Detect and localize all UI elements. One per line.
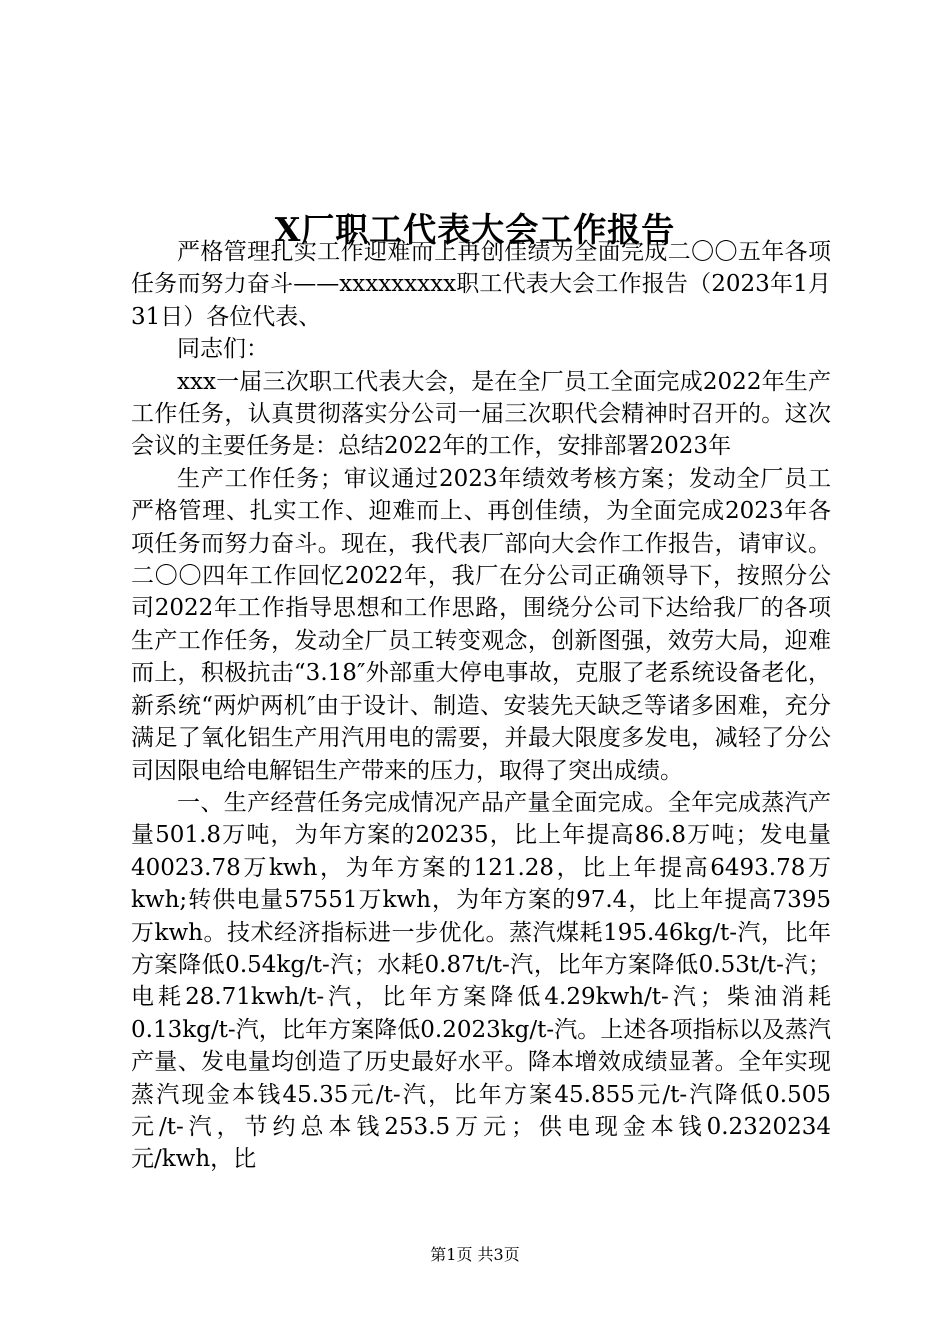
page-number-footer: 第1页 共3页 <box>430 1245 520 1264</box>
paragraph-work-review: 生产工作任务；审议通过2023年绩效考核方案；发动全厂员工严格管理、扎实工作、迎难而上、再创佳绩，为全面完成2023年各项任务而努力奋斗。现在，我代表厂部向大会作工作报告，请审议。二〇〇四年工作回忆2022年，我厂在分公司正确领导下，按照分公司2022年工作指导思想和工作思路，围绕分公司下达给我厂的各项生产工作任务，发动全厂员工转变观念，创新图强，效劳大局，迎难而上，积极抗击“3.18″外部重大停电事故，克服了老系统设备老化，新系统“两炉两机″由于设计、制造、安装先天缺乏等诸多困难，充分满足了氧化铝生产用汽用电的需要，并最大限度多发电，减轻了分公司因限电给电解铝生产带来的压力，取得了突出成绩。 <box>131 465 831 784</box>
document-title: X厂职工代表大会工作报告 <box>274 210 676 250</box>
paragraph-production-results: 一、生产经营任务完成情况产品产量全面完成。全年完成蒸汽产量501.8万吨，为年方案的20235，比上年提高86.8万吨；发电量40023.78万kwh，为年方案的121.28，比上年提高6493.78万kwh;转供电量57551万kwh，为年方案的97.4，比上年提高7395万kwh。技术经济指标进一步优化。蒸汽煤耗195.46kg/t-汽，比年方案降低0.54kg/t-汽；水耗0.87t/t-汽，比年方案降低0.53t/t-汽；电耗28.71kwh/t-汽，比年方案降低4.29kwh/t-汽；柴油消耗0.13kg/t-汽，比年方案降低0.2023kg/t-汽。上述各项指标以及蒸汽产量、发电量均创造了历史最好水平。降本增效成绩显著。全年实现蒸汽现金本钱45.35元/t-汽，比年方案45.855元/t-汽降低0.505元/t-汽，节约总本钱253.5万元；供电现金本钱0.2320234元/kwh，比 <box>131 789 831 1173</box>
paragraph-salutation: 同志们： <box>177 336 269 363</box>
paragraph-meeting-purpose: xxx一届三次职工代表大会，是在全厂员工全面完成2022年生产工作任务，认真贯彻落实分公司一届三次职代会精神时召开的。这次会议的主要任务是：总结2022年的工作，安排部署2023年 <box>131 368 831 460</box>
document-body <box>131 236 831 1176</box>
paragraph-intro: 严格管理扎实工作迎难而上再创佳绩为全面完成二〇〇五年各项任务而努力奋斗——xxxxxxxxx职工代表大会工作报告（2023年1月31日）各位代表、 <box>131 239 831 330</box>
